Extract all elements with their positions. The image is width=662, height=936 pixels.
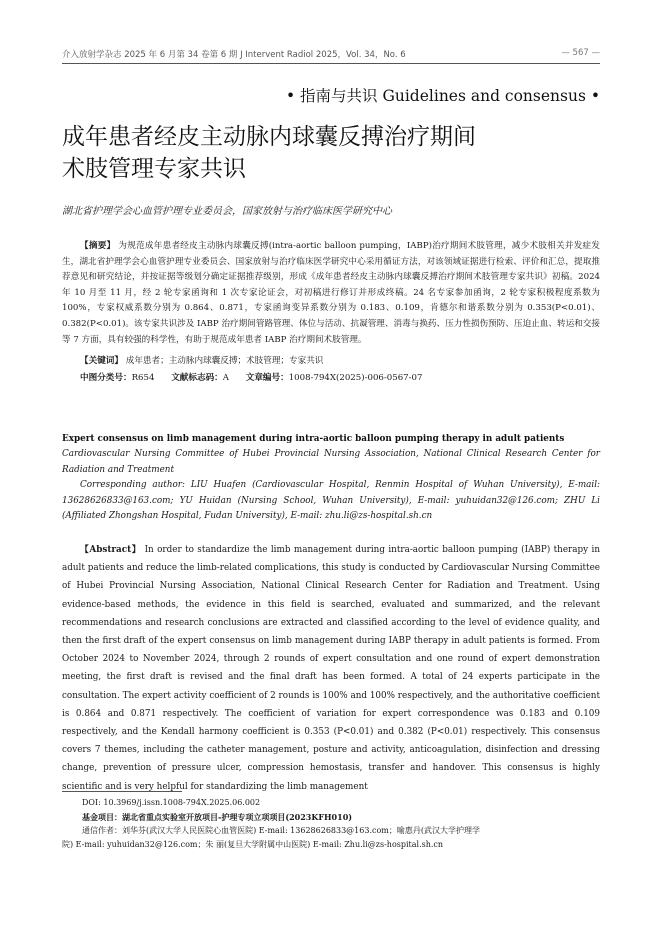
doc-code-label: 文献标志码：: [171, 373, 223, 383]
english-authors: Cardiovascular Nursing Committee of Hubei Provincial Nursing Association, National Clinical Research Center for Radiation and Treatment: [62, 449, 600, 475]
clc-value: R654: [131, 373, 155, 383]
abstract-label-en: 【Abstract】: [80, 545, 142, 555]
page-number: — 567 —: [561, 48, 600, 58]
english-abstract: [62, 541, 600, 796]
footnotes: [62, 796, 600, 852]
article-number-label: 文章编号：: [245, 373, 289, 383]
header-rule: [62, 63, 600, 64]
classification-line: [62, 371, 600, 387]
abstract-text-cn: 为规范成年患者经皮主动脉内球囊反搏(intra-aortic balloon pumping，IABP)治疗期间术肢管理，减少术肢相关并发症发生，湖北省护理学会心血管护理专业委员会、国家放射与治疗临床医学研究中心采用循证方法，对该领域证据进行检索、评价和汇总，提取推荐意见和研究结论，并按证据等级划分确定证据推荐级别，形成《成年患者经皮主动脉内球囊反搏治疗期间术肢管理专家共识》初稿。2024 年 10 月至 11 月，经 2 轮专家函询和 1 次专家论证会，对初稿进行修订并形成终稿。24 名专家参加函询，2 轮专家积极程度系数为 100%，专家权威系数分别为 0.864、0.871，专家函询变异系数分别为 0.183、0.109，肯德尔和谐系数分别为 0.353(P<0.01)、0.382(P<0.01)。该专家共识涉及 IABP 治疗期间管路管理、体位与活动、抗凝管理、消毒与换药、压力性损伤预防、压迫止血、转运和交接等 7 方面，具有较强的科学性，有助于规范成年患者 IABP 治疗期间术肢管理。: [62, 241, 600, 345]
doc-code-value: A: [222, 373, 229, 383]
keywords: [62, 354, 600, 370]
fund-line: 基金项目：湖北省重点实验室开放项目-护理专项立项项目(2023KFH010): [82, 812, 353, 822]
abstract-label-cn: 【摘要】: [80, 241, 116, 251]
english-corresponding-authors: Corresponding author: LIU Huafen (Cardiovascular Hospital, Renmin Hospital of Wuhan University), E-mail: 13628626833@163.com; YU Huidan (Nursing School, Wuhan University), E-mail: yuhuidan32@126.com; ZHU Li (Affiliated Zhongshan Hospital, Fudan University), E-mail: zhu.li@zs-hospital.sh.cn: [62, 480, 600, 522]
chinese-abstract: [62, 239, 600, 348]
running-header: 介入放射学杂志 2025 年 6 月第 34 卷第 6 期 J Intervent Radiol 2025，Vol. 34，No. 6: [62, 50, 406, 60]
keywords-text: 成年患者；主动脉内球囊反搏；术肢管理；专家共识: [125, 356, 324, 366]
keywords-label: 【关键词】: [80, 356, 123, 366]
author-affiliation-cn: 湖北省护理学会心血管护理专业委员会，国家放射与治疗临床医学研究中心: [62, 206, 392, 217]
column-label: • 指南与共识 Guidelines and consensus •: [285, 87, 600, 105]
article-number-value: 1008-794X(2025)-006-0567-07: [288, 373, 423, 383]
clc-label: 中图分类号：: [80, 373, 132, 383]
doi-line: DOI: 10.3969/j.issn.1008-794X.2025.06.002: [82, 798, 261, 807]
english-title: Expert consensus on limb management during intra-aortic balloon pumping therapy in adult patients: [62, 434, 565, 444]
abstract-text-en: In order to standardize the limb management during intra-aortic balloon pumping (IABP) therapy in adult patients and reduce the limb-related complications, this study is conducted by Cardiovascular Nursing Committee of Hubei Provincial Nursing Association, National Clinical Research Center for Radiation and Treatment. Using evidence-based methods, the evidence in this field is searched, evaluated and summarized, and the relevant recommendations and research conclusions are extracted and classified according to the level of evidence quality, and then the first draft of the expert consensus on limb management during IABP therapy in adult patients is formed. From October 2024 to November 2024, through 2 rounds of expert consultation and one round of expert demonstration meeting, the first draft is revised and the final draft has been formed. A total of 24 experts participate in the consultation. The expert activity coefficient of 2 rounds is 100% and 100% respectively, and the authoritative coefficient is 0.864 and 0.871 respectively. The coefficient of variation for expert correspondence was 0.183 and 0.109 respectively, and the Kendall harmony coefficient is 0.353 (P<0.01) and 0.382 (P<0.01) respectively. This consensus covers 7 themes, including the catheter management, posture and activity, anticoagulation, disinfection and dressing change, prevention of pressure ulcer, compression hemostasis, transfer and handover. This consensus is highly scientific and is very helpful for standardizing the limb management: [62, 545, 600, 792]
footnote-rule: [62, 791, 182, 792]
article-title: 成年患者经皮主动脉内球囊反搏治疗期间 术肢管理专家共识: [62, 124, 476, 182]
corresponding-line-1: 通信作者：刘华芬(武汉大学人民医院心血管医院) E-mail: 13628626833@163.com；喻惠丹(武汉大学护理学: [82, 826, 480, 835]
corresponding-line-2: 院) E-mail: yuhuidan32@126.com；朱 丽(复旦大学附属中山医院) E-mail: Zhu.li@zs-hospital.sh.cn: [62, 840, 444, 849]
